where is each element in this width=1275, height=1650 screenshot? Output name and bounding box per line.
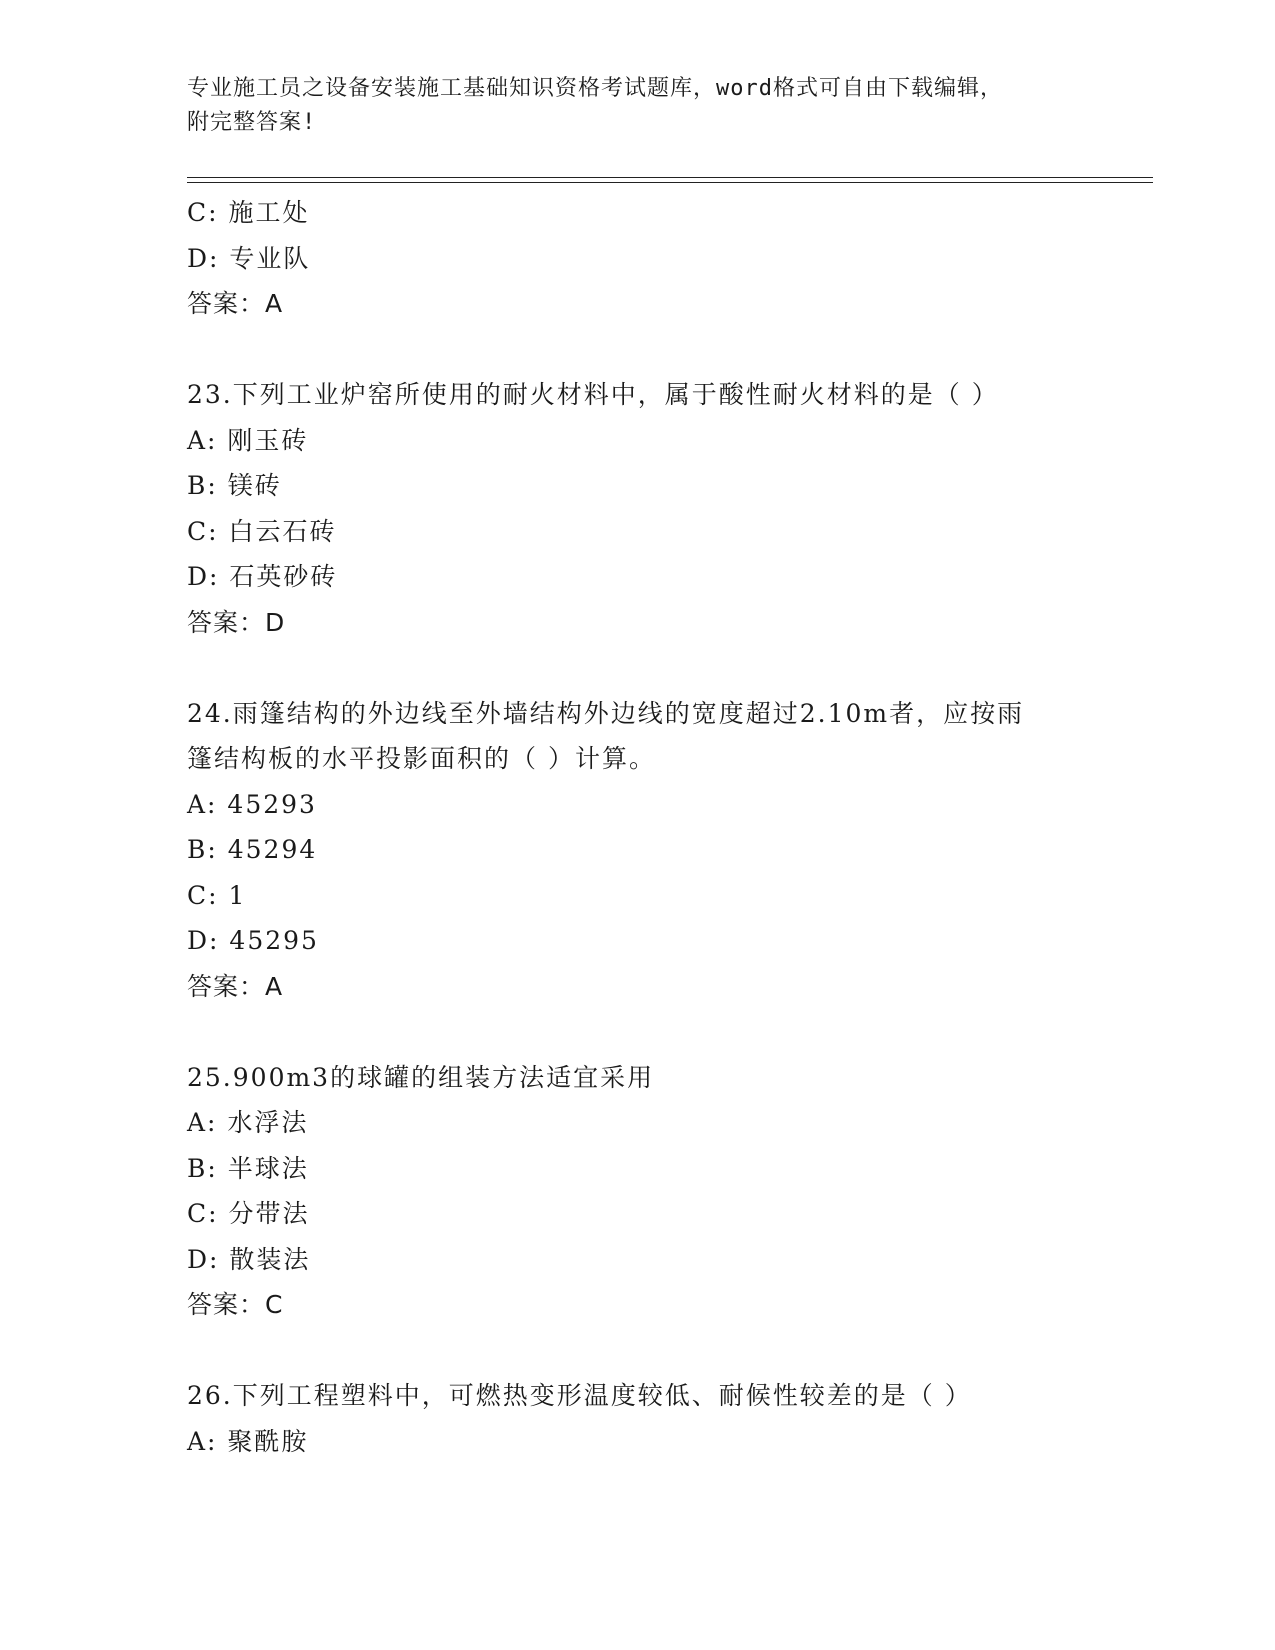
question-text: 23.下列工业炉窑所使用的耐火材料中，属于酸性耐火材料的是（ ） (187, 380, 999, 409)
header-rule-bottom (187, 182, 1153, 183)
answer-line: 答案：A (187, 971, 284, 1001)
question-25 (187, 1055, 1147, 1328)
question-26 (187, 1373, 1147, 1464)
spacer (187, 1009, 1147, 1055)
option-d: D: 石英砂砖 (187, 562, 338, 591)
header-line-1: 专业施工员之设备安装施工基础知识资格考试题库，word格式可自由下载编辑， (187, 76, 1003, 101)
option-c: C: 白云石砖 (187, 516, 337, 546)
spacer (187, 645, 1147, 691)
question-text-line-1: 24.雨篷结构的外边线至外墙结构外边线的宽度超过2.10m者，应按雨 (187, 698, 1025, 728)
answer-line: 答案：D (187, 607, 286, 637)
question-22-fragment (187, 190, 1147, 327)
option-a: A: 聚酰胺 (187, 1426, 309, 1456)
question-text: 25.900m3的球罐的组装方法适宜采用 (187, 1062, 655, 1092)
header-rule-top (187, 177, 1153, 178)
option-b: B: 镁砖 (187, 471, 282, 500)
option-a: A: 45293 (187, 789, 317, 819)
spacer (187, 1328, 1147, 1374)
option-b: B: 半球法 (187, 1153, 309, 1183)
spacer (187, 327, 1147, 373)
question-text: 26.下列工程塑料中，可燃热变形温度较低、耐候性较差的是（ ） (187, 1381, 972, 1410)
question-list (187, 190, 1147, 1464)
answer-line: 答案：C (187, 1290, 284, 1319)
question-23 (187, 372, 1147, 645)
document-header (187, 72, 1087, 140)
question-24 (187, 691, 1147, 1010)
header-line-2: 附完整答案! (187, 110, 317, 135)
option-d: D: 45295 (187, 926, 319, 955)
option-a: A: 水浮法 (187, 1108, 309, 1137)
option-c: C: 1 (187, 880, 247, 910)
option-b: B: 45294 (187, 835, 318, 864)
option-d: D: 专业队 (187, 243, 311, 273)
option-d: D: 散装法 (187, 1244, 311, 1274)
answer-line: 答案：A (187, 289, 284, 318)
option-c: C: 施工处 (187, 198, 310, 227)
question-text-line-2: 篷结构板的水平投影面积的（ ）计算。 (187, 744, 656, 773)
option-c: C: 分带法 (187, 1199, 310, 1228)
option-a: A: 刚玉砖 (187, 425, 309, 455)
